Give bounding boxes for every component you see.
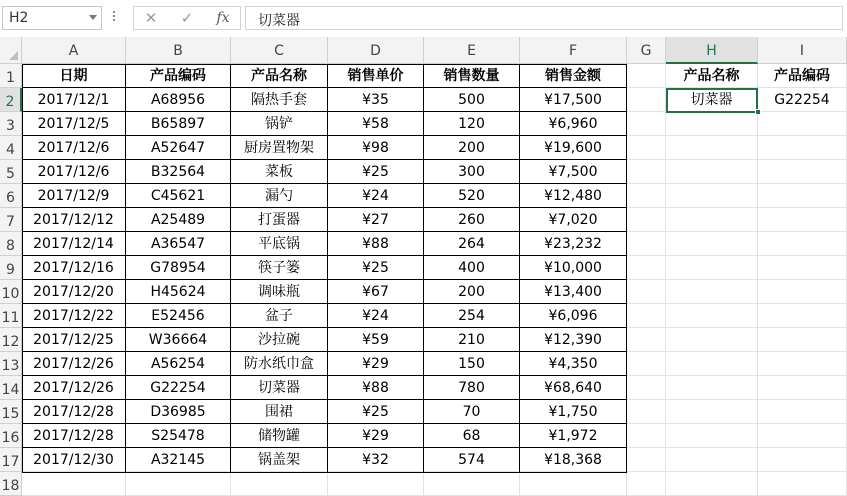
- cell[interactable]: [758, 448, 847, 472]
- column-header-f[interactable]: F: [520, 37, 627, 64]
- cell[interactable]: [758, 424, 847, 448]
- table-cell[interactable]: 780: [424, 376, 520, 400]
- cell[interactable]: [666, 208, 758, 232]
- row-header-12[interactable]: 12: [0, 328, 22, 352]
- table-cell[interactable]: 210: [424, 328, 520, 352]
- table-cell[interactable]: ¥23,232: [520, 232, 627, 256]
- cell[interactable]: [666, 112, 758, 136]
- table-cell[interactable]: ¥25: [328, 160, 424, 184]
- table-cell[interactable]: 2017/12/28: [22, 424, 126, 448]
- table-cell[interactable]: 500: [424, 88, 520, 112]
- cell[interactable]: [666, 256, 758, 280]
- table-cell[interactable]: 2017/12/14: [22, 232, 126, 256]
- cell[interactable]: [666, 424, 758, 448]
- cell[interactable]: [627, 448, 666, 472]
- formula-input[interactable]: [245, 6, 843, 30]
- table-cell[interactable]: ¥1,972: [520, 424, 627, 448]
- table-cell[interactable]: 2017/12/16: [22, 256, 126, 280]
- table-cell[interactable]: ¥19,600: [520, 136, 627, 160]
- formula-tools: [133, 6, 241, 30]
- table-cell[interactable]: 2017/12/9: [22, 184, 126, 208]
- cell[interactable]: [758, 400, 847, 424]
- column-header-c[interactable]: C: [231, 37, 328, 64]
- table-cell[interactable]: 2017/12/22: [22, 304, 126, 328]
- table-cell[interactable]: D36985: [126, 400, 231, 424]
- table-cell[interactable]: ¥18,368: [520, 448, 627, 472]
- row-header-16[interactable]: 16: [0, 424, 22, 448]
- table-cell[interactable]: B32564: [126, 160, 231, 184]
- cell[interactable]: [666, 232, 758, 256]
- cell[interactable]: [758, 376, 847, 400]
- table-cell[interactable]: A36547: [126, 232, 231, 256]
- table-cell[interactable]: 厨房置物架: [231, 136, 328, 160]
- table-header-cell[interactable]: 销售金额: [520, 64, 627, 88]
- cell[interactable]: [22, 472, 126, 496]
- row-header-13[interactable]: 13: [0, 352, 22, 376]
- table-cell[interactable]: ¥35: [328, 88, 424, 112]
- table-cell[interactable]: A32145: [126, 448, 231, 472]
- table-cell[interactable]: G78954: [126, 256, 231, 280]
- cell[interactable]: [758, 256, 847, 280]
- row-header-15[interactable]: 15: [0, 400, 22, 424]
- table-cell[interactable]: W36664: [126, 328, 231, 352]
- table-cell[interactable]: 围裙: [231, 400, 328, 424]
- table-cell[interactable]: S25478: [126, 424, 231, 448]
- cell[interactable]: [627, 424, 666, 448]
- lookup-header-cell[interactable]: 产品名称: [666, 64, 758, 88]
- table-cell[interactable]: ¥1,750: [520, 400, 627, 424]
- table-cell[interactable]: B65897: [126, 112, 231, 136]
- cell[interactable]: [666, 472, 758, 496]
- table-cell[interactable]: 2017/12/1: [22, 88, 126, 112]
- row-header-6[interactable]: 6: [0, 184, 22, 208]
- cell[interactable]: [627, 352, 666, 376]
- row-header-18[interactable]: 18: [0, 472, 22, 496]
- drag-handle-icon[interactable]: [112, 9, 116, 25]
- cell[interactable]: [758, 232, 847, 256]
- table-cell[interactable]: 200: [424, 280, 520, 304]
- table-cell[interactable]: 2017/12/20: [22, 280, 126, 304]
- row-header-8[interactable]: 8: [0, 232, 22, 256]
- table-cell[interactable]: 平底锅: [231, 232, 328, 256]
- table-cell[interactable]: 2017/12/30: [22, 448, 126, 472]
- chevron-down-icon[interactable]: [89, 15, 97, 20]
- table-cell[interactable]: ¥29: [328, 352, 424, 376]
- row-header-2[interactable]: 2: [0, 88, 22, 112]
- cell[interactable]: [627, 376, 666, 400]
- cell[interactable]: [666, 304, 758, 328]
- table-cell[interactable]: A25489: [126, 208, 231, 232]
- cell[interactable]: [666, 184, 758, 208]
- table-cell[interactable]: ¥12,480: [520, 184, 627, 208]
- table-cell[interactable]: 400: [424, 256, 520, 280]
- cell[interactable]: [627, 400, 666, 424]
- table-cell[interactable]: 2017/12/6: [22, 160, 126, 184]
- cell[interactable]: [758, 208, 847, 232]
- cell[interactable]: [666, 328, 758, 352]
- table-cell[interactable]: ¥58: [328, 112, 424, 136]
- cell[interactable]: [666, 448, 758, 472]
- cell[interactable]: [627, 136, 666, 160]
- table-header-cell[interactable]: 销售数量: [424, 64, 520, 88]
- cell[interactable]: [627, 328, 666, 352]
- row-header-5[interactable]: 5: [0, 160, 22, 184]
- fill-handle[interactable]: [755, 109, 761, 115]
- cell[interactable]: [424, 472, 520, 496]
- table-cell[interactable]: 2017/12/26: [22, 352, 126, 376]
- cell[interactable]: [627, 280, 666, 304]
- cell[interactable]: [627, 472, 666, 496]
- table-cell[interactable]: ¥6,096: [520, 304, 627, 328]
- column-header-a[interactable]: A: [22, 37, 126, 64]
- table-cell[interactable]: 120: [424, 112, 520, 136]
- table-cell[interactable]: ¥24: [328, 304, 424, 328]
- table-cell[interactable]: 2017/12/26: [22, 376, 126, 400]
- enter-icon[interactable]: ✓: [180, 9, 194, 27]
- table-cell[interactable]: 2017/12/6: [22, 136, 126, 160]
- table-cell[interactable]: 菜板: [231, 160, 328, 184]
- table-cell[interactable]: ¥29: [328, 424, 424, 448]
- table-cell[interactable]: H45624: [126, 280, 231, 304]
- row-header-11[interactable]: 11: [0, 304, 22, 328]
- lookup-header-cell[interactable]: 产品编码: [758, 64, 847, 88]
- table-cell[interactable]: 254: [424, 304, 520, 328]
- select-all-corner[interactable]: [0, 37, 22, 64]
- cell[interactable]: [666, 400, 758, 424]
- table-cell[interactable]: 150: [424, 352, 520, 376]
- active-cell[interactable]: 切菜器: [666, 88, 758, 112]
- table-cell[interactable]: 盆子: [231, 304, 328, 328]
- table-cell[interactable]: ¥32: [328, 448, 424, 472]
- table-cell[interactable]: 574: [424, 448, 520, 472]
- table-cell[interactable]: 70: [424, 400, 520, 424]
- table-cell[interactable]: 260: [424, 208, 520, 232]
- row-header-14[interactable]: 14: [0, 376, 22, 400]
- table-cell[interactable]: 300: [424, 160, 520, 184]
- row-header-4[interactable]: 4: [0, 136, 22, 160]
- table-cell[interactable]: C45621: [126, 184, 231, 208]
- table-cell[interactable]: A68956: [126, 88, 231, 112]
- cell[interactable]: [758, 136, 847, 160]
- table-cell[interactable]: ¥98: [328, 136, 424, 160]
- table-cell[interactable]: ¥17,500: [520, 88, 627, 112]
- table-cell[interactable]: 隔热手套: [231, 88, 328, 112]
- cell[interactable]: [758, 160, 847, 184]
- column-header-g[interactable]: G: [627, 37, 666, 64]
- row-header-7[interactable]: 7: [0, 208, 22, 232]
- cell[interactable]: [666, 136, 758, 160]
- row-header-1[interactable]: 1: [0, 64, 22, 88]
- table-cell[interactable]: 68: [424, 424, 520, 448]
- cell[interactable]: [666, 352, 758, 376]
- cell[interactable]: [758, 280, 847, 304]
- table-cell[interactable]: ¥88: [328, 376, 424, 400]
- table-cell[interactable]: G22254: [126, 376, 231, 400]
- cell[interactable]: [627, 184, 666, 208]
- cell[interactable]: [758, 304, 847, 328]
- lookup-result-cell[interactable]: G22254: [758, 88, 847, 112]
- cell[interactable]: [627, 160, 666, 184]
- table-cell[interactable]: 漏勺: [231, 184, 328, 208]
- cell[interactable]: [758, 352, 847, 376]
- table-cell[interactable]: A56254: [126, 352, 231, 376]
- column-header-d[interactable]: D: [328, 37, 424, 64]
- table-cell[interactable]: ¥10,000: [520, 256, 627, 280]
- row-header-9[interactable]: 9: [0, 256, 22, 280]
- row-header-3[interactable]: 3: [0, 112, 22, 136]
- cell[interactable]: [627, 304, 666, 328]
- table-cell[interactable]: 打蛋器: [231, 208, 328, 232]
- table-header-cell[interactable]: 销售单价: [328, 64, 424, 88]
- cell[interactable]: [666, 160, 758, 184]
- table-cell[interactable]: ¥27: [328, 208, 424, 232]
- table-cell[interactable]: ¥7,500: [520, 160, 627, 184]
- column-header-h[interactable]: H: [666, 37, 758, 64]
- cell[interactable]: [758, 472, 847, 496]
- table-cell[interactable]: ¥13,400: [520, 280, 627, 304]
- table-cell[interactable]: ¥7,020: [520, 208, 627, 232]
- table-cell[interactable]: 2017/12/28: [22, 400, 126, 424]
- table-cell[interactable]: 2017/12/12: [22, 208, 126, 232]
- table-cell[interactable]: ¥67: [328, 280, 424, 304]
- table-header-cell[interactable]: 产品编码: [126, 64, 231, 88]
- table-cell[interactable]: 防水纸巾盒: [231, 352, 328, 376]
- table-header-cell[interactable]: 产品名称: [231, 64, 328, 88]
- table-cell[interactable]: ¥6,960: [520, 112, 627, 136]
- cell[interactable]: [627, 112, 666, 136]
- row-header-10[interactable]: 10: [0, 280, 22, 304]
- table-cell[interactable]: 520: [424, 184, 520, 208]
- table-cell[interactable]: 锅铲: [231, 112, 328, 136]
- formula-input-value: 切菜器: [258, 13, 300, 29]
- cell[interactable]: [758, 328, 847, 352]
- table-header-cell[interactable]: 日期: [22, 64, 126, 88]
- table-cell[interactable]: 调味瓶: [231, 280, 328, 304]
- table-cell[interactable]: 264: [424, 232, 520, 256]
- table-cell[interactable]: 2017/12/5: [22, 112, 126, 136]
- table-cell[interactable]: ¥88: [328, 232, 424, 256]
- table-cell[interactable]: 锅盖架: [231, 448, 328, 472]
- cell[interactable]: [627, 88, 666, 112]
- table-cell[interactable]: ¥24: [328, 184, 424, 208]
- cell[interactable]: [520, 472, 627, 496]
- cell[interactable]: [627, 232, 666, 256]
- name-box-value: H2: [9, 10, 29, 26]
- table-cell[interactable]: ¥59: [328, 328, 424, 352]
- column-header-b[interactable]: B: [126, 37, 231, 64]
- table-cell[interactable]: 沙拉碗: [231, 328, 328, 352]
- table-cell[interactable]: 2017/12/25: [22, 328, 126, 352]
- column-header-e[interactable]: E: [424, 37, 520, 64]
- table-cell[interactable]: ¥68,640: [520, 376, 627, 400]
- cell[interactable]: [328, 472, 424, 496]
- row-header-17[interactable]: 17: [0, 448, 22, 472]
- table-cell[interactable]: E52456: [126, 304, 231, 328]
- worksheet-grid[interactable]: [0, 37, 847, 496]
- table-cell[interactable]: ¥25: [328, 400, 424, 424]
- cell[interactable]: [627, 64, 666, 88]
- cell[interactable]: [666, 280, 758, 304]
- table-cell[interactable]: ¥12,390: [520, 328, 627, 352]
- cell[interactable]: [627, 256, 666, 280]
- name-box[interactable]: [2, 6, 102, 30]
- cell[interactable]: [627, 208, 666, 232]
- column-header-i[interactable]: I: [758, 37, 847, 64]
- cell[interactable]: [758, 184, 847, 208]
- table-cell[interactable]: ¥25: [328, 256, 424, 280]
- cancel-icon[interactable]: ✕: [144, 9, 158, 27]
- table-cell[interactable]: A52647: [126, 136, 231, 160]
- cell[interactable]: [231, 472, 328, 496]
- formula-bar: [0, 0, 847, 38]
- table-cell[interactable]: 200: [424, 136, 520, 160]
- cell[interactable]: [758, 112, 847, 136]
- table-cell[interactable]: 筷子篓: [231, 256, 328, 280]
- cell[interactable]: [126, 472, 231, 496]
- cell[interactable]: [666, 376, 758, 400]
- table-cell[interactable]: 切菜器: [231, 376, 328, 400]
- table-cell[interactable]: 储物罐: [231, 424, 328, 448]
- table-cell[interactable]: ¥4,350: [520, 352, 627, 376]
- insert-function-icon[interactable]: fx: [216, 10, 230, 26]
